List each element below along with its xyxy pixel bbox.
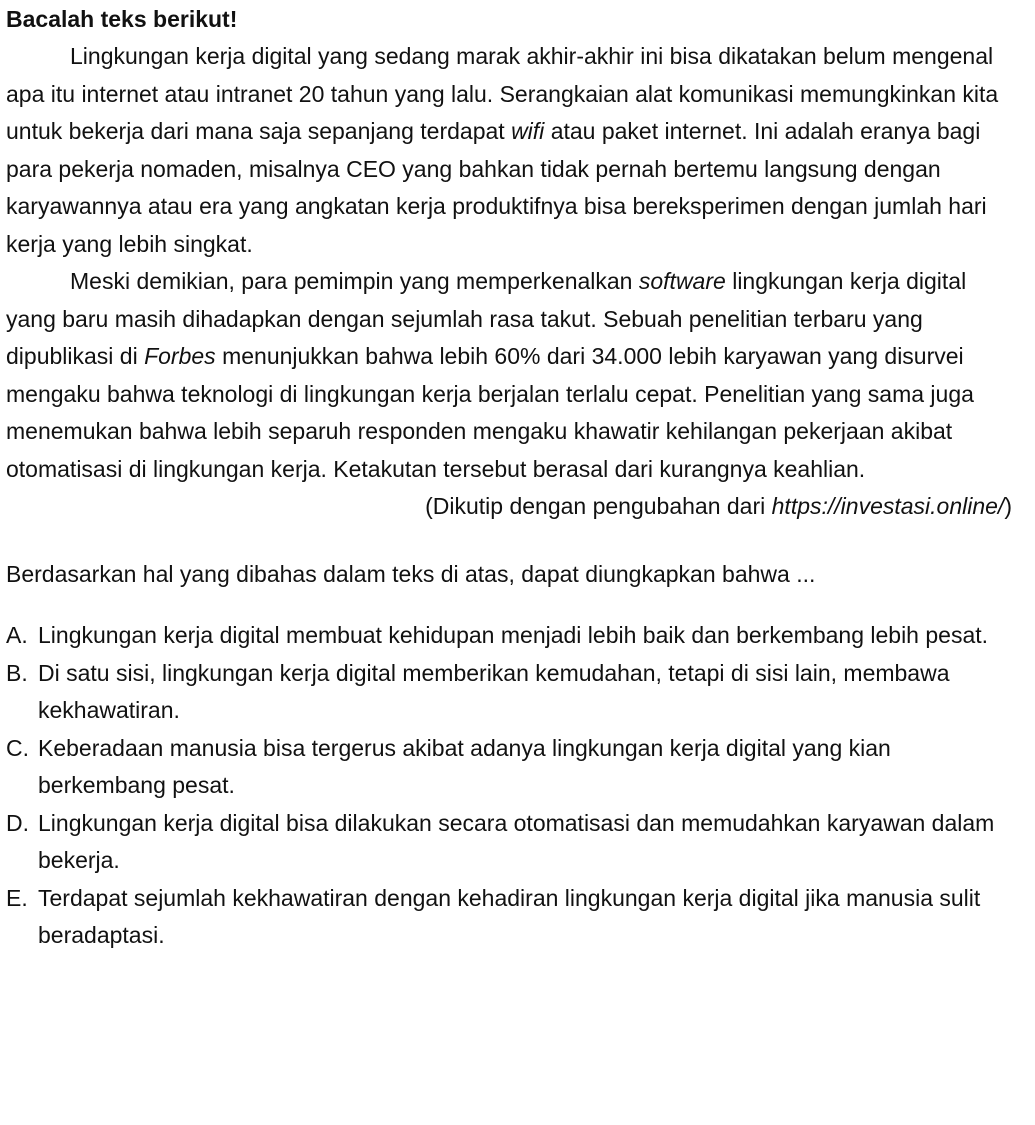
paragraph-2-mid: lingkungan kerja digital yang baru masih dihadapkan dengan sejumlah rasa takut. Sebuah penelitian terbaru yang dipublikasi di	[6, 268, 967, 369]
source-url: https://investasi.online/	[771, 493, 1005, 519]
option-c[interactable]	[6, 730, 1016, 805]
option-a[interactable]	[6, 617, 1016, 655]
option-letter: B.	[6, 659, 28, 686]
option-text: Lingkungan kerja digital membuat kehidupan menjadi lebih baik dan berkembang lebih pesat.	[38, 622, 989, 648]
paragraph-2-italic-forbes: Forbes	[144, 343, 216, 369]
option-b[interactable]	[6, 655, 1016, 730]
source-citation	[6, 488, 1016, 526]
paragraph-1-rest: atau paket internet. Ini adalah eranya bagi para pekerja nomaden, misalnya CEO yang bahkan tidak pernah bertemu langsung dengan karyawannya atau era yang angkatan kerja produktifnya bisa bereksperimen dengan jumlah hari kerja yang lebih singkat.	[6, 118, 987, 257]
passage-paragraph-1	[6, 38, 1016, 263]
paragraph-2-italic-software: software	[638, 268, 726, 294]
paragraph-1-text: Lingkungan kerja digital yang sedang marak akhir-akhir ini bisa dikatakan belum mengenal apa itu internet atau intranet 20 tahun yang lalu. Serangkaian alat komunikasi memungkinkan kita untuk bekerja dari mana saja sepanjang terdapat	[6, 43, 999, 144]
option-text: Lingkungan kerja digital bisa dilakukan secara otomatisasi dan memudahkan karyawan dalam bekerja.	[38, 809, 995, 873]
option-text: Keberadaan manusia bisa tergerus akibat adanya lingkungan kerja digital yang kian berkembang pesat.	[38, 734, 891, 798]
document-page	[6, 4, 1016, 955]
source-prefix: (Dikutip dengan pengubahan dari	[425, 493, 766, 519]
option-letter: D.	[6, 809, 29, 836]
option-e[interactable]	[6, 880, 1016, 955]
option-letter: C.	[6, 734, 29, 761]
instruction-heading: Bacalah teks berikut!	[6, 6, 238, 32]
source-suffix: )	[1004, 493, 1012, 519]
question-text: Berdasarkan hal yang dibahas dalam teks di atas, dapat diungkapkan bahwa ...	[6, 560, 816, 587]
paragraph-2-rest: menunjukkan bahwa lebih 60% dari 34.000 lebih karyawan yang disurvei mengaku bahwa teknologi di lingkungan kerja berjalan terlalu cepat. Penelitian yang sama juga menemukan bahwa lebih separuh responden mengaku khawatir kehilangan pekerjaan akibat otomatisasi di lingkungan kerja. Ketakutan tersebut berasal dari kurangnya keahlian.	[6, 343, 974, 482]
option-text: Di satu sisi, lingkungan kerja digital memberikan kemudahan, tetapi di sisi lain, membawa kekhawatiran.	[38, 659, 950, 723]
paragraph-1-italic: wifi	[511, 118, 545, 144]
paragraph-2-start: Meski demikian, para pemimpin yang memperkenalkan	[70, 268, 633, 294]
option-letter: E.	[6, 884, 28, 911]
answer-options	[6, 617, 1016, 955]
option-letter: A.	[6, 622, 28, 648]
option-d[interactable]	[6, 805, 1016, 880]
option-text: Terdapat sejumlah kekhawatiran dengan kehadiran lingkungan kerja digital jika manusia sulit beradaptasi.	[38, 884, 981, 948]
passage-paragraph-2	[6, 263, 1016, 488]
